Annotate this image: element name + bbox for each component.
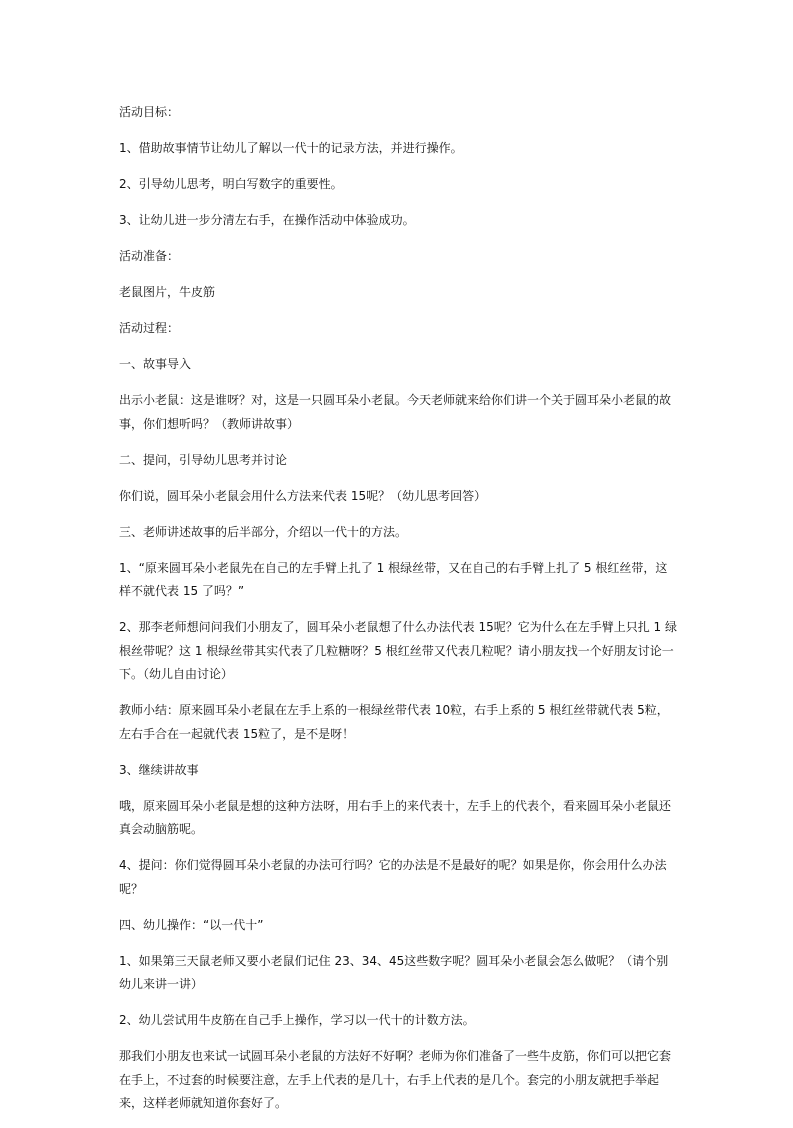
preparation-materials: 老鼠图片，牛皮筋 [119,285,216,299]
section-heading-goals: 活动目标： [119,105,180,119]
process-step-1-text: 出示小老鼠：这是谁呀？对，这是一只圆耳朵小老鼠。今天老师就来给你们讲一个关于圆耳朵小老鼠的故事，你们想听吗？（教师讲故事） [119,393,672,431]
process-step-3-item-2: 2、那李老师想问问我们小朋友了，圆耳朵小老鼠想了什么办法代表 15呢？它为什么在左手臂上只扎 1 绿根丝带呢？这 1 根绿丝带其实代表了几粒糖呀？5 根红丝带又代表几粒呢？请小朋友找一个好朋友讨论一下。（幼儿自由讨论） [119,620,677,681]
process-step-4-item-2-text: 那我们小朋友也来试一试圆耳朵小老鼠的方法好不好啊？老师为你们准备了一些牛皮筋，你们可以把它套在手上，不过套的时候要注意，左手上代表的是几十，右手上代表的是几个。套完的小朋友就把手举起来，这样老师就知道你套好了。 [119,1049,672,1110]
process-step-4-title: 四、幼儿操作：“以一代十” [119,917,264,932]
process-step-4-item-1: 1、如果第三天鼠老师又要小老鼠们记住 23、34、45这些数字呢？圆耳朵小老鼠会怎么做呢？（请个别幼儿来讲一讲） [119,953,669,991]
goal-item-3: 3、让幼儿进一步分清左右手，在操作活动中体验成功。 [119,213,415,227]
section-heading-preparation: 活动准备： [119,249,180,263]
goal-item-1: 1、借助故事情节让幼儿了解以一代十的记录方法，并进行操作。 [119,141,463,155]
goal-item-2: 2、引导幼儿思考，明白写数字的重要性。 [119,177,343,191]
process-step-3-item-3-title: 3、继续讲故事 [119,762,199,777]
process-step-2-text: 你们说，圆耳朵小老鼠会用什么方法来代表 15呢？（幼儿思考回答） [119,488,487,503]
process-step-4-item-2: 2、幼儿尝试用牛皮筋在自己手上操作，学习以一代十的计数方法。 [119,1013,475,1027]
process-step-1-title: 一、故事导入 [119,357,192,371]
process-step-3-item-3-text: 哦，原来圆耳朵小老鼠是想的这种方法呀，用右手上的来代表十，左手上的代表个，看来圆耳朵小老鼠还真会动脑筋呢。 [119,798,672,836]
process-step-3-title: 三、老师讲述故事的后半部分，介绍以一代十的方法。 [119,524,408,539]
process-step-2-title: 二、提问，引导幼儿思考并讨论 [119,452,288,467]
process-step-3-item-1: 1、“原来圆耳朵小老鼠先在自己的左手臂上扎了 1 根绿丝带，又在自己的右手臂上扎了 5 根红丝带，这样不就代表 15 了吗？” [119,560,668,598]
section-heading-process: 活动过程： [119,321,180,335]
document-body [119,101,679,1128]
process-step-3-item-4: 4、提问：你们觉得圆耳朵小老鼠的办法可行吗？它的办法是不是最好的呢？如果是你，你会用什么办法呢？ [119,858,667,896]
teacher-summary: 教师小结：原来圆耳朵小老鼠在左手上系的一根绿丝带代表 10粒，右手上系的 5 根红丝带就代表 5粒，左右手合在一起就代表 15粒了，是不是呀！ [119,703,669,741]
